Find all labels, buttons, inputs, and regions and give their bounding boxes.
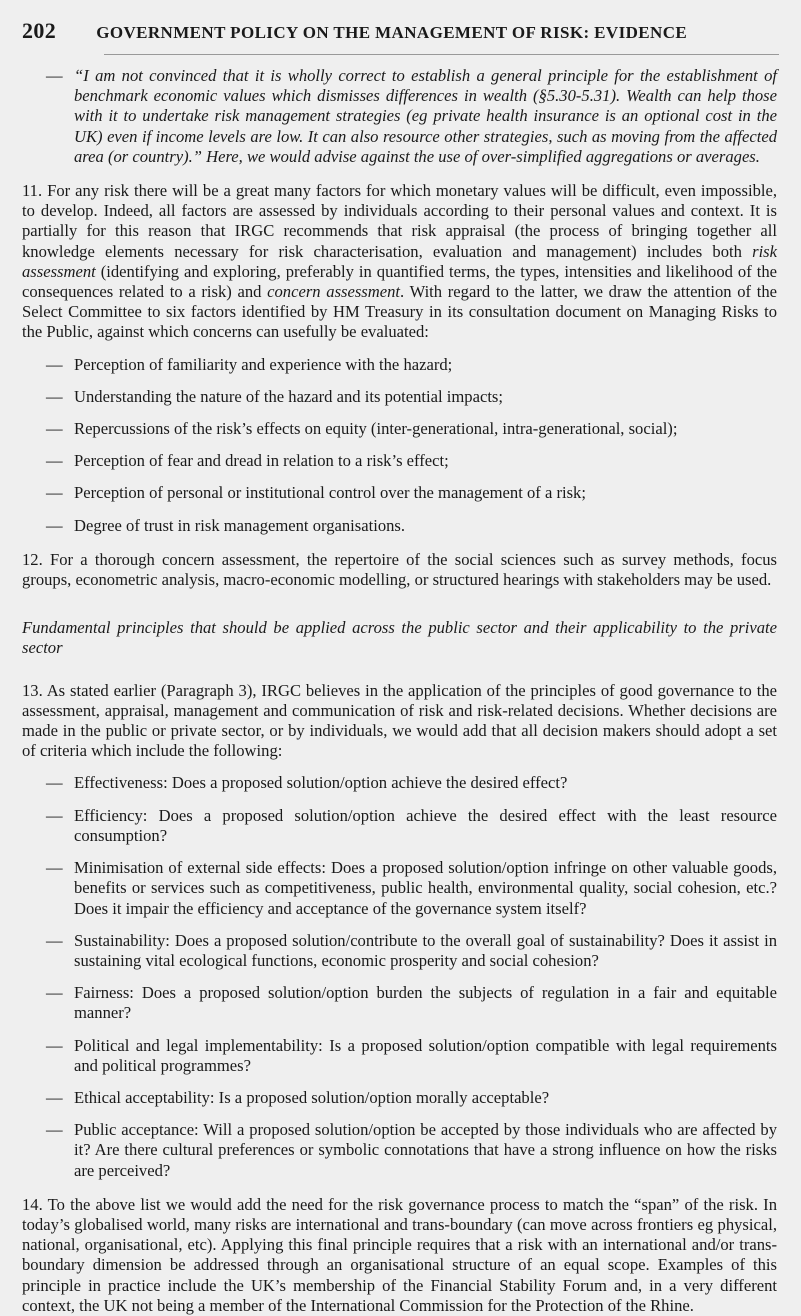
list-item xyxy=(46,483,777,503)
header-rule xyxy=(104,54,779,55)
list-item-text: Political and legal implementability: Is a proposed solution/option compatible with legal requirements and political programmes? xyxy=(74,1035,777,1075)
list-item xyxy=(46,858,777,919)
bullet-dash: — xyxy=(46,983,63,1003)
list-item-text: Minimisation of external side effects: Does a proposed solution/option infringe on other valuable goods, benefits or services such as competitiveness, public health, environmental quality, social cohesion, etc.? Does it impair the efficiency and acceptance of the governance system itself? xyxy=(74,858,777,918)
section-heading: Fundamental principles that should be applied across the public sector and their applicability to the private sector xyxy=(22,618,777,658)
list-item xyxy=(46,983,777,1023)
page-header xyxy=(22,18,781,44)
list-item-text: Effectiveness: Does a proposed solution/option achieve the desired effect? xyxy=(74,773,568,793)
bullet-dash: — xyxy=(46,66,63,85)
list-item-text: Sustainability: Does a proposed solution/contribute to the overall goal of sustainability? Does it assist in sustaining vital ecological functions, economic prosperity and social cohesion? xyxy=(74,930,777,970)
list-item-text: Fairness: Does a proposed solution/option burden the subjects of regulation in a fair and equitable manner? xyxy=(74,983,777,1023)
list-item-text: Public acceptance: Will a proposed solution/option be accepted by those individuals who are affected by it? Are there cultural preferences or symbolic connotations that have a strong influence on how the risks are perceived? xyxy=(74,1120,777,1180)
list-item xyxy=(46,931,777,971)
bullet-dash: — xyxy=(46,419,63,439)
list-item xyxy=(46,1120,777,1181)
list-item-text: Perception of familiarity and experience with the hazard; xyxy=(74,354,453,374)
quote-bullet xyxy=(46,66,777,167)
list-item-text: Perception of fear and dread in relation to a risk’s effect; xyxy=(74,451,449,471)
bullet-dash: — xyxy=(46,515,63,535)
list-item-text: Repercussions of the risk’s effects on equity (inter-generational, intra-generational, social); xyxy=(74,419,678,439)
paragraph-14: 14. To the above list we would add the need for the risk governance process to match the “span” of the risk. In today’s globalised world, many risks are international and trans-boundary (can move across frontiers eg physical, national, organisational, etc). Applying this final principle requires that a risk with an international and/or trans-boundary dimension be addressed through an organisational structure of an equal scope. Examples of this principle in practice include the UK’s membership of the Financial Stability Forum and, in a very different context, the UK not being a member of the International Commission for the Protection of the Rhine. xyxy=(22,1194,777,1315)
list-item xyxy=(46,387,777,407)
list-item xyxy=(46,806,777,846)
list-item xyxy=(46,1088,777,1108)
bullet-dash: — xyxy=(46,1035,63,1055)
bullet-dash: — xyxy=(46,451,63,471)
page-body xyxy=(22,66,777,1316)
bullet-dash: — xyxy=(46,858,63,878)
bullet-dash: — xyxy=(46,386,63,406)
bullet-dash: — xyxy=(46,773,63,793)
paragraph-11: 11. For any risk there will be a great many factors for which monetary values will be difficult, even impossible, to develop. Indeed, all factors are assessed by individuals according to their personal values and context. It is partially for this reason that IRGC recommends that risk appraisal (the process of bringing together all knowledge elements necessary for risk characterisation, evaluation and management) includes both risk assessment (identifying and exploring, preferably in quantified terms, the types, intensities and likelihood of the consequences related to a risk) and concern assessment. With regard to the latter, we draw the attention of the Select Committee to six factors identified by HM Treasury in its consultation document on Managing Risks to the Public, against which concerns can usefully be evaluated: xyxy=(22,181,778,342)
list-item-text: Understanding the nature of the hazard and its potential impacts; xyxy=(74,386,503,406)
list-item xyxy=(46,355,777,375)
list-item xyxy=(46,419,777,439)
quote-text: “I am not convinced that it is wholly correct to establish a general principle for the establishment of benchmark economic values which dismisses differences in wealth (§5.30-5.31). Wealth can help those with it to undertake risk management strategies (eg private health insurance is an optional cost in the UK) even if income levels are low. It can also resource other strategies, such as moving from the affected area (or country).” Here, we would advise against the use of over-simplified aggregations or averages. xyxy=(74,66,777,166)
list-item xyxy=(46,451,777,471)
list-item xyxy=(46,1036,777,1076)
list-item-text: Perception of personal or institutional control over the management of a risk; xyxy=(74,483,586,503)
list-item-text: Ethical acceptability: Is a proposed solution/option morally acceptable? xyxy=(74,1087,550,1107)
bullet-dash: — xyxy=(46,805,63,825)
list-item-text: Degree of trust in risk management organisations. xyxy=(74,515,406,535)
bullet-dash: — xyxy=(46,354,63,374)
paragraph-12: 12. For a thorough concern assessment, the repertoire of the social sciences such as survey methods, focus groups, econometric analysis, macro-economic modelling, or structured hearings with stakeholders may be used. xyxy=(22,549,777,590)
criteria-list xyxy=(22,773,777,1180)
bullet-dash: — xyxy=(46,483,63,503)
bullet-dash: — xyxy=(46,1120,63,1140)
list-item-text: Efficiency: Does a proposed solution/option achieve the desired effect with the least resource consumption? xyxy=(74,805,777,845)
list-item xyxy=(46,516,777,536)
paragraph-13: 13. As stated earlier (Paragraph 3), IRGC believes in the application of the principles of good governance to the assessment, appraisal, management and communication of risk and risk-related decisions. Whether decisions are made in the public or private sector, or by individuals, we would add that all decision makers should adopt a set of criteria which include the following: xyxy=(22,680,777,761)
bullet-dash: — xyxy=(46,930,63,950)
page-number: 202 xyxy=(22,18,57,43)
list-item xyxy=(46,773,777,793)
concern-factors-list xyxy=(22,355,777,536)
bullet-dash: — xyxy=(46,1087,63,1107)
running-title: GOVERNMENT POLICY ON THE MANAGEMENT OF RISK: EVIDENCE xyxy=(96,23,688,42)
